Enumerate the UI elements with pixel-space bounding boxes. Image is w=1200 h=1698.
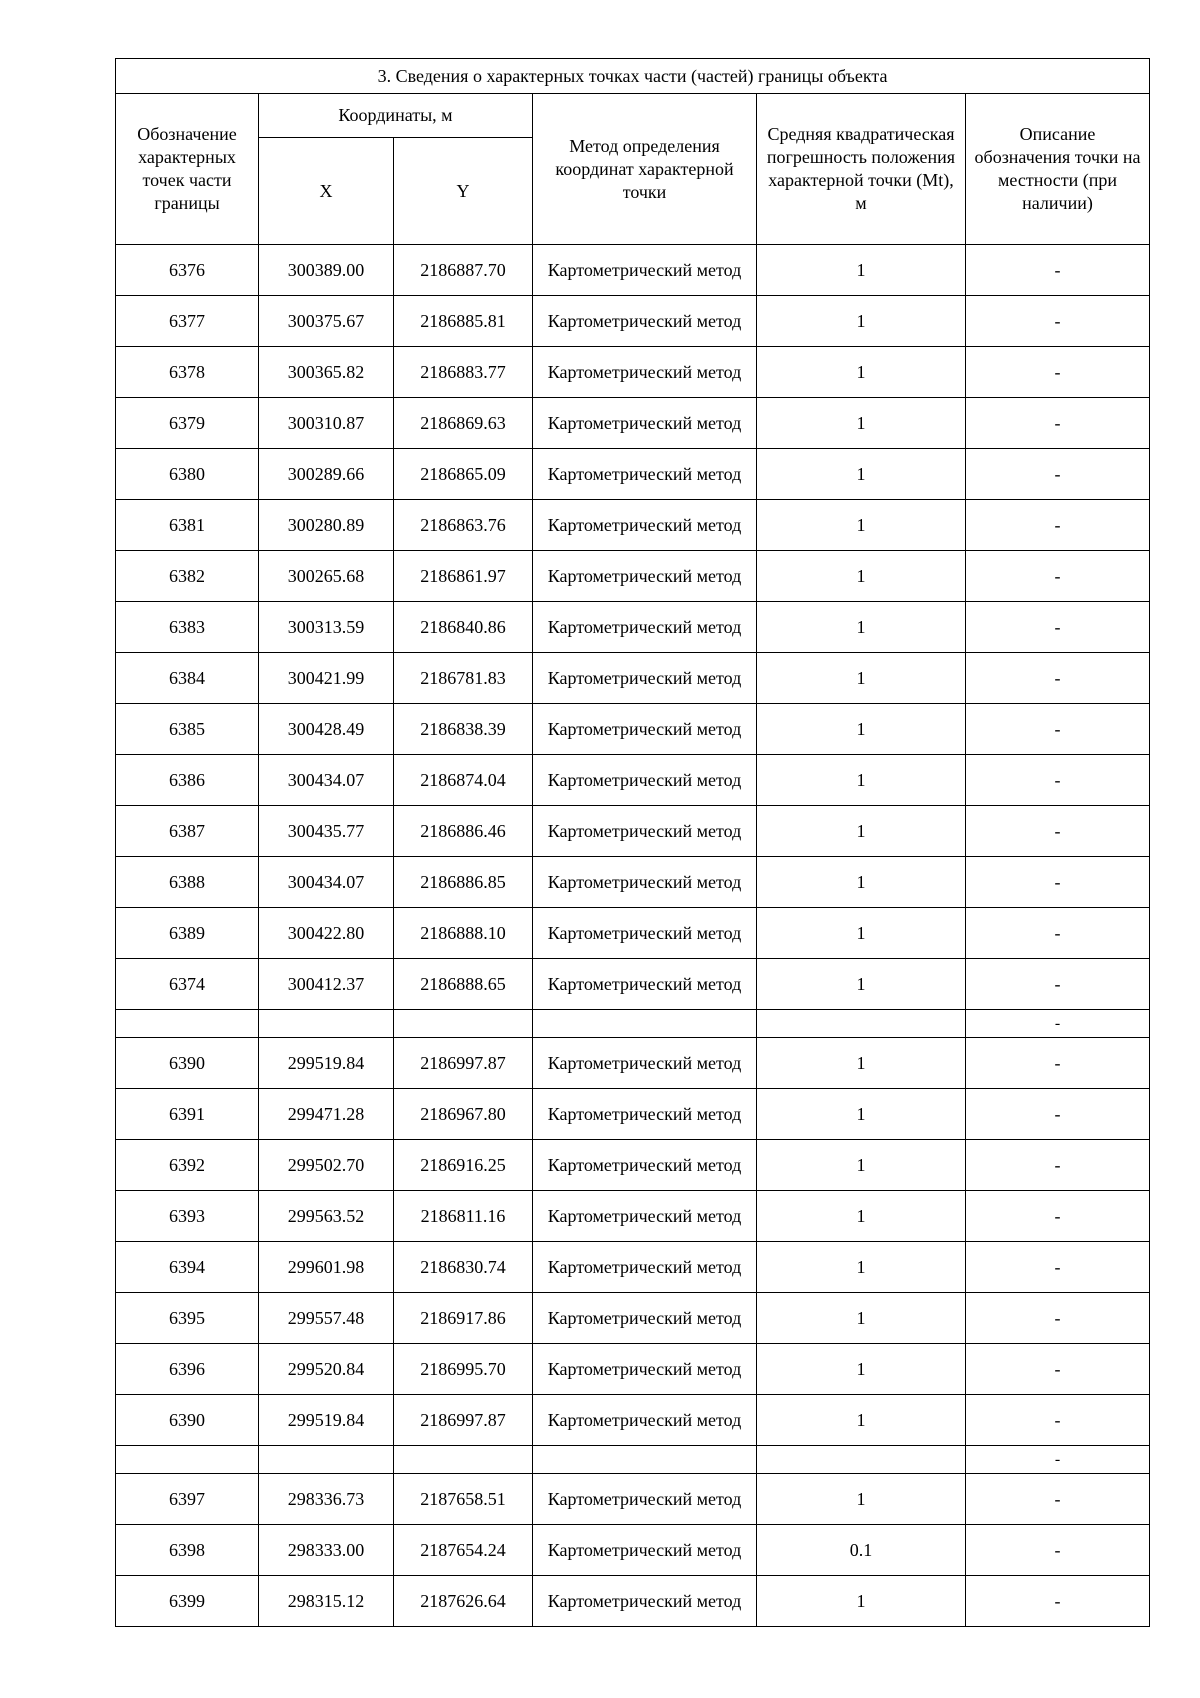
cell-x: 299519.84 [259,1038,394,1089]
cell-point: 6389 [116,908,259,959]
cell-method: Картометрический метод [533,857,757,908]
cell-x: 300313.59 [259,602,394,653]
cell-y: 2186865.09 [394,449,533,500]
cell-error: 1 [757,602,966,653]
cell-point: 6374 [116,959,259,1010]
cell-x: 299563.52 [259,1191,394,1242]
table-row [116,1293,1150,1344]
cell-y: 2186885.81 [394,296,533,347]
cell-point: 6380 [116,449,259,500]
cell-method: Картометрический метод [533,1293,757,1344]
table-row [116,347,1150,398]
cell-error: 1 [757,1242,966,1293]
cell-method: Картометрический метод [533,1576,757,1627]
cell-point: 6386 [116,755,259,806]
cell-description: - [966,1446,1150,1474]
table-row [116,1474,1150,1525]
cell-method: Картометрический метод [533,245,757,296]
cell-method: Картометрический метод [533,1038,757,1089]
cell-y: 2186874.04 [394,755,533,806]
cell-error: 1 [757,1576,966,1627]
cell-method: Картометрический метод [533,551,757,602]
cell-error: 1 [757,1395,966,1446]
cell-error [757,1010,966,1038]
table-row [116,653,1150,704]
cell-x: 298333.00 [259,1525,394,1576]
cell-error: 1 [757,755,966,806]
table-separator-row [116,1010,1150,1038]
table-row [116,908,1150,959]
cell-x: 300434.07 [259,857,394,908]
cell-y: 2186830.74 [394,1242,533,1293]
header-description: Описание обозначения точки на местности (при наличии) [966,94,1150,245]
cell-error: 1 [757,1344,966,1395]
cell-x: 299601.98 [259,1242,394,1293]
cell-description: - [966,1038,1150,1089]
cell-point: 6377 [116,296,259,347]
cell-y: 2186883.77 [394,347,533,398]
cell-error [757,1446,966,1474]
cell-method: Картометрический метод [533,755,757,806]
cell-point: 6393 [116,1191,259,1242]
cell-error: 0.1 [757,1525,966,1576]
cell-point [116,1010,259,1038]
table-row [116,1038,1150,1089]
cell-error: 1 [757,296,966,347]
cell-error: 1 [757,1140,966,1191]
cell-point: 6392 [116,1140,259,1191]
table-row [116,1344,1150,1395]
cell-y: 2186887.70 [394,245,533,296]
cell-y: 2186916.25 [394,1140,533,1191]
cell-description: - [966,755,1150,806]
table-row [116,245,1150,296]
cell-description: - [966,1576,1150,1627]
cell-y [394,1010,533,1038]
cell-description: - [966,857,1150,908]
cell-error: 1 [757,1293,966,1344]
cell-error: 1 [757,857,966,908]
cell-description: - [966,1395,1150,1446]
header-coordinates: Координаты, м [259,94,533,138]
cell-x [259,1010,394,1038]
table-row [116,551,1150,602]
cell-y: 2186888.65 [394,959,533,1010]
table-row [116,1576,1150,1627]
cell-point: 6376 [116,245,259,296]
table-row [116,1140,1150,1191]
cell-x: 299502.70 [259,1140,394,1191]
table-row [116,398,1150,449]
cell-y: 2186886.85 [394,857,533,908]
cell-error: 1 [757,1038,966,1089]
cell-x: 300428.49 [259,704,394,755]
table-title: 3. Сведения о характерных точках части (частей) границы объекта [116,59,1150,94]
cell-error: 1 [757,959,966,1010]
header-method: Метод определения координат характерной точки [533,94,757,245]
table-row [116,602,1150,653]
cell-description: - [966,347,1150,398]
cell-method: Картометрический метод [533,398,757,449]
cell-y: 2186917.86 [394,1293,533,1344]
cell-method: Картометрический метод [533,347,757,398]
cell-x: 300375.67 [259,296,394,347]
cell-error: 1 [757,1089,966,1140]
table-row [116,296,1150,347]
cell-y [394,1446,533,1474]
cell-method: Картометрический метод [533,449,757,500]
cell-description: - [966,959,1150,1010]
cell-description: - [966,1191,1150,1242]
cell-error: 1 [757,398,966,449]
cell-x: 299557.48 [259,1293,394,1344]
cell-method [533,1010,757,1038]
cell-description: - [966,704,1150,755]
cell-method: Картометрический метод [533,1525,757,1576]
cell-description: - [966,296,1150,347]
cell-x: 300280.89 [259,500,394,551]
cell-y: 2187658.51 [394,1474,533,1525]
cell-point: 6383 [116,602,259,653]
cell-description: - [966,551,1150,602]
cell-point: 6390 [116,1395,259,1446]
table-row [116,1242,1150,1293]
table-row [116,1395,1150,1446]
cell-point: 6397 [116,1474,259,1525]
cell-method: Картометрический метод [533,1344,757,1395]
cell-description: - [966,908,1150,959]
cell-method: Картометрический метод [533,1140,757,1191]
cell-point: 6394 [116,1242,259,1293]
table-row [116,857,1150,908]
cell-method: Картометрический метод [533,1191,757,1242]
cell-method: Картометрический метод [533,959,757,1010]
cell-description: - [966,1010,1150,1038]
cell-x [259,1446,394,1474]
cell-description: - [966,1525,1150,1576]
cell-x: 300421.99 [259,653,394,704]
cell-description: - [966,653,1150,704]
cell-point: 6396 [116,1344,259,1395]
cell-y: 2186838.39 [394,704,533,755]
boundary-points-table [115,58,1150,1627]
cell-x: 298315.12 [259,1576,394,1627]
cell-y: 2186811.16 [394,1191,533,1242]
cell-x: 300435.77 [259,806,394,857]
cell-x: 299471.28 [259,1089,394,1140]
cell-x: 300365.82 [259,347,394,398]
cell-method: Картометрический метод [533,602,757,653]
cell-y: 2186840.86 [394,602,533,653]
cell-y: 2186781.83 [394,653,533,704]
cell-y: 2186886.46 [394,806,533,857]
cell-method: Картометрический метод [533,806,757,857]
cell-y: 2186888.10 [394,908,533,959]
table-row [116,755,1150,806]
cell-x: 300412.37 [259,959,394,1010]
cell-description: - [966,398,1150,449]
cell-y: 2186869.63 [394,398,533,449]
cell-point: 6384 [116,653,259,704]
cell-x: 300310.87 [259,398,394,449]
cell-x: 300265.68 [259,551,394,602]
cell-description: - [966,449,1150,500]
cell-point: 6378 [116,347,259,398]
cell-point: 6387 [116,806,259,857]
header-y: Y [394,138,533,245]
table-row [116,500,1150,551]
cell-y: 2186863.76 [394,500,533,551]
cell-point: 6385 [116,704,259,755]
cell-point: 6388 [116,857,259,908]
cell-error: 1 [757,449,966,500]
cell-method: Картометрический метод [533,500,757,551]
cell-method: Картометрический метод [533,1474,757,1525]
cell-x: 300389.00 [259,245,394,296]
cell-method: Картометрический метод [533,653,757,704]
cell-description: - [966,1242,1150,1293]
cell-point: 6395 [116,1293,259,1344]
document-page [115,58,1149,1627]
cell-description: - [966,1140,1150,1191]
cell-point: 6399 [116,1576,259,1627]
cell-method: Картометрический метод [533,1395,757,1446]
cell-description: - [966,1293,1150,1344]
cell-point: 6379 [116,398,259,449]
cell-x: 299520.84 [259,1344,394,1395]
cell-point [116,1446,259,1474]
table-separator-row [116,1446,1150,1474]
cell-description: - [966,1089,1150,1140]
cell-method: Картометрический метод [533,1242,757,1293]
cell-description: - [966,245,1150,296]
cell-point: 6382 [116,551,259,602]
cell-error: 1 [757,245,966,296]
cell-description: - [966,500,1150,551]
cell-point: 6391 [116,1089,259,1140]
cell-y: 2186997.87 [394,1395,533,1446]
cell-point: 6390 [116,1038,259,1089]
cell-y: 2186861.97 [394,551,533,602]
cell-method: Картометрический метод [533,296,757,347]
cell-x: 300434.07 [259,755,394,806]
cell-error: 1 [757,1191,966,1242]
table-row [116,704,1150,755]
cell-error: 1 [757,806,966,857]
table-row [116,806,1150,857]
cell-description: - [966,602,1150,653]
table-row [116,1191,1150,1242]
cell-error: 1 [757,1474,966,1525]
cell-error: 1 [757,500,966,551]
cell-x: 300422.80 [259,908,394,959]
cell-method: Картометрический метод [533,908,757,959]
cell-y: 2186995.70 [394,1344,533,1395]
cell-error: 1 [757,653,966,704]
cell-x: 299519.84 [259,1395,394,1446]
cell-method: Картометрический метод [533,704,757,755]
table-row [116,1089,1150,1140]
header-x: X [259,138,394,245]
cell-x: 300289.66 [259,449,394,500]
cell-y: 2187626.64 [394,1576,533,1627]
cell-error: 1 [757,551,966,602]
cell-method: Картометрический метод [533,1089,757,1140]
table-row [116,449,1150,500]
header-error: Средняя квадратическая погрешность положения характерной точки (Mt), м [757,94,966,245]
cell-point: 6398 [116,1525,259,1576]
header-point: Обозначение характерных точек части границы [116,94,259,245]
cell-x: 298336.73 [259,1474,394,1525]
cell-error: 1 [757,704,966,755]
cell-y: 2186967.80 [394,1089,533,1140]
cell-description: - [966,806,1150,857]
table-row [116,1525,1150,1576]
cell-error: 1 [757,908,966,959]
cell-y: 2187654.24 [394,1525,533,1576]
table-row [116,959,1150,1010]
table-body [116,245,1150,1627]
cell-method [533,1446,757,1474]
cell-point: 6381 [116,500,259,551]
cell-error: 1 [757,347,966,398]
cell-y: 2186997.87 [394,1038,533,1089]
cell-description: - [966,1344,1150,1395]
cell-description: - [966,1474,1150,1525]
